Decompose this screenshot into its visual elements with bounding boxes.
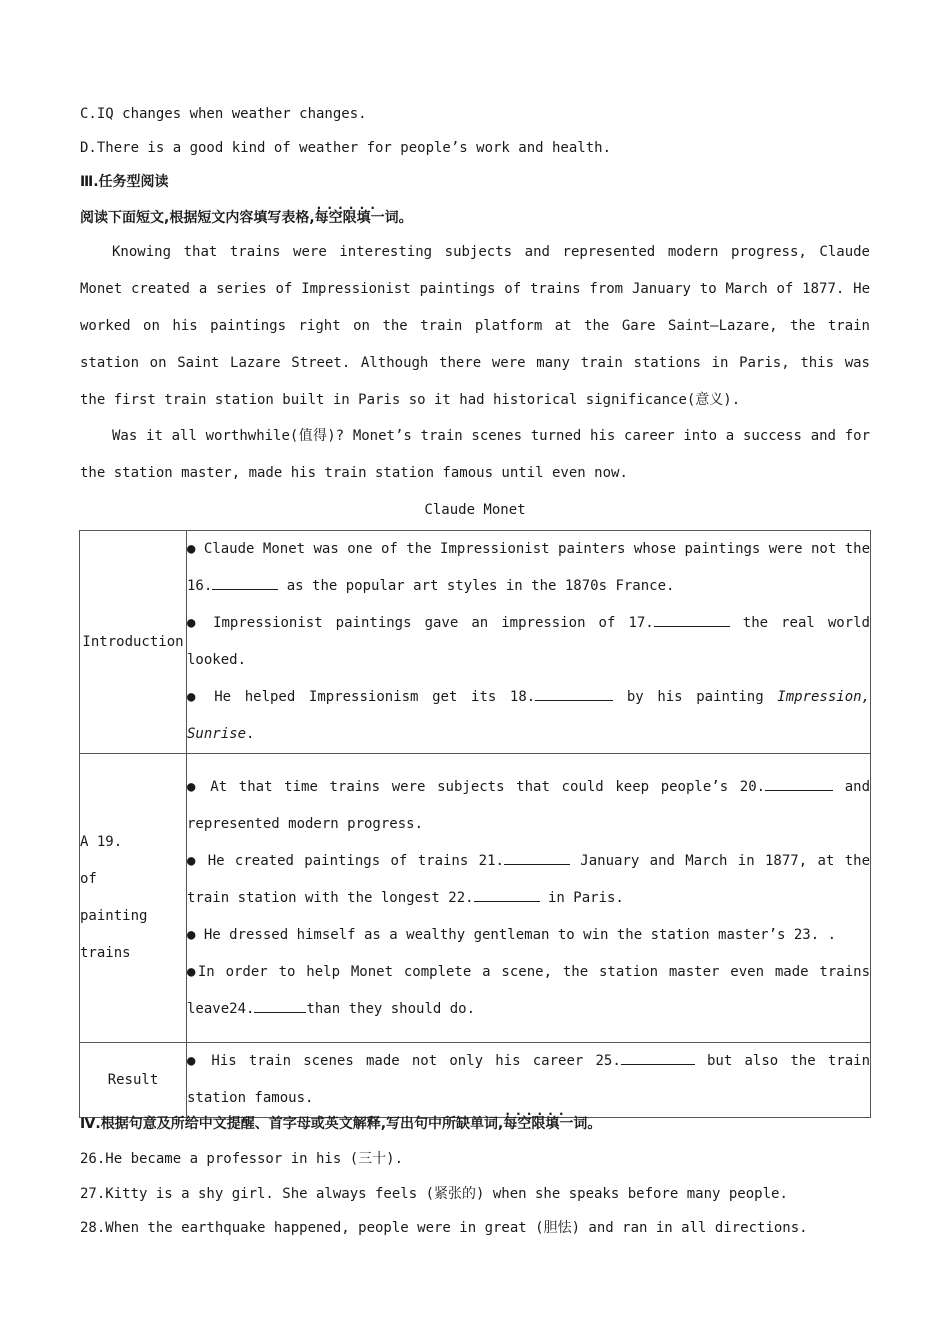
bullet-24 xyxy=(187,954,870,1028)
blank-18[interactable] xyxy=(535,686,613,701)
bullet-24-text-a: ●In order to help Monet complete a scene, the station master even made trains leave24. xyxy=(187,963,870,1017)
painting-trains-content xyxy=(187,754,871,1043)
introduction-content xyxy=(187,531,871,754)
blank-21[interactable] xyxy=(504,850,570,865)
blank-22[interactable] xyxy=(474,887,540,902)
bullet-20-text-a: ● At that time trains were subjects that could keep people’s 20. xyxy=(187,778,766,795)
label-result xyxy=(80,1043,187,1118)
label-painting-text: painting xyxy=(80,908,148,924)
question-28: 28.When the earthquake happened, people were in great (胆怯) and ran in all directions. xyxy=(80,1220,808,1236)
blank-24[interactable] xyxy=(254,998,306,1013)
blank-25[interactable] xyxy=(621,1050,695,1065)
instruction-text-a: 阅读下面短文,根据短文内容填写表格, xyxy=(80,210,315,226)
passage-p2-text: Was it all worthwhile(值得)? Monet’s train scenes turned his career into a success and for the station master, made his train station famous until even now. xyxy=(80,428,870,481)
blank-17[interactable] xyxy=(654,612,730,627)
bullet-25-text-b: but also the train station famous. xyxy=(187,1053,870,1106)
bullet-18 xyxy=(187,679,870,753)
bullet-17-text-b: the real world looked. xyxy=(187,615,870,668)
bullet-21-22 xyxy=(187,843,870,917)
section3-title: Ⅲ.任务型阅读 xyxy=(80,174,169,190)
bullet-18-text-a: ● He helped Impressionism get its 18. xyxy=(187,689,536,705)
painting-title: Impression, Sunrise xyxy=(187,689,870,742)
bullet-18-text-b: by his painting xyxy=(613,689,778,705)
bullet-21-text-a: ● He created paintings of trains 21. xyxy=(187,852,504,869)
bullet-16-text-b: as the popular art styles in the 1870s France. xyxy=(278,578,675,594)
table-row-result xyxy=(80,1043,871,1118)
section4-title xyxy=(80,1114,601,1134)
section4-title-b: 。 xyxy=(587,1116,602,1132)
table-row-painting-trains xyxy=(80,754,871,1043)
section3-instruction xyxy=(80,208,413,228)
section4-emphasis: 每空限填一词 · · · xyxy=(503,1116,587,1132)
bullet-25-text-a: ● His train scenes made not only his career 25. xyxy=(187,1053,621,1069)
blank-20[interactable] xyxy=(765,776,833,791)
label-result-text: Result xyxy=(107,1071,159,1088)
option-c: C.IQ changes when weather changes. xyxy=(80,106,367,122)
bullet-17-text-a: ● Impressionist paintings gave an impression of 17. xyxy=(187,615,654,631)
table-row-introduction xyxy=(80,531,871,754)
bullet-18-text-c: . xyxy=(246,726,255,742)
monet-table xyxy=(79,530,871,1118)
label-painting-trains xyxy=(80,754,187,1043)
bullet-16-text-a: ● Claude Monet was one of the Impressionist painters whose paintings were not the 16. xyxy=(187,541,870,594)
passage-paragraph-1 xyxy=(80,234,870,419)
bullet-21-text-b: January and March in 1877, at the train station with the longest 22. xyxy=(187,852,871,906)
bullet-23: ● He dressed himself as a wealthy gentleman to win the station master’s 23. . xyxy=(187,926,837,943)
option-d: D.There is a good kind of weather for people’s work and health. xyxy=(80,140,612,156)
table-caption: Claude Monet xyxy=(424,502,526,518)
bullet-20-text-b: and represented modern progress. xyxy=(187,778,870,832)
passage-p1-text: Knowing that trains were interesting subjects and represented modern progress, Claude Monet created a series of Impressionist paintings of trains from January to March of 1877. He worked on his paintings right on the train platform at the Gare Saint—Lazare, the train station on Saint Lazare Street. Although there were many train stations in Paris, this was the first train station built in Paris so it had historical significance(意义). xyxy=(80,244,870,408)
label-19-text: A 19. xyxy=(80,834,123,850)
question-27: 27.Kitty is a shy girl. She always feels (紧张的) when she speaks before many people. xyxy=(80,1186,788,1202)
instruction-text-b: 。 xyxy=(398,210,413,226)
passage-paragraph-2 xyxy=(80,418,870,492)
section4-title-a: Ⅳ.根据句意及所给中文提醒、首字母或英文解释,写出句中所缺单词, xyxy=(80,1116,504,1132)
bullet-22-text-c: in Paris. xyxy=(539,889,624,906)
bullet-24-text-b: than they should do. xyxy=(306,1000,476,1017)
instruction-emphasis: 每空限填一词 · · · xyxy=(315,210,399,226)
label-trains-text: trains xyxy=(80,945,131,961)
bullet-17 xyxy=(187,605,870,679)
bullet-16 xyxy=(187,531,870,605)
bullet-20 xyxy=(187,769,870,843)
question-26: 26.He became a professor in his (三十). xyxy=(80,1151,404,1167)
label-introduction xyxy=(80,531,187,754)
label-of-text: of xyxy=(80,871,97,887)
label-introduction-text: Introduction xyxy=(82,633,184,650)
blank-16[interactable] xyxy=(212,575,278,590)
